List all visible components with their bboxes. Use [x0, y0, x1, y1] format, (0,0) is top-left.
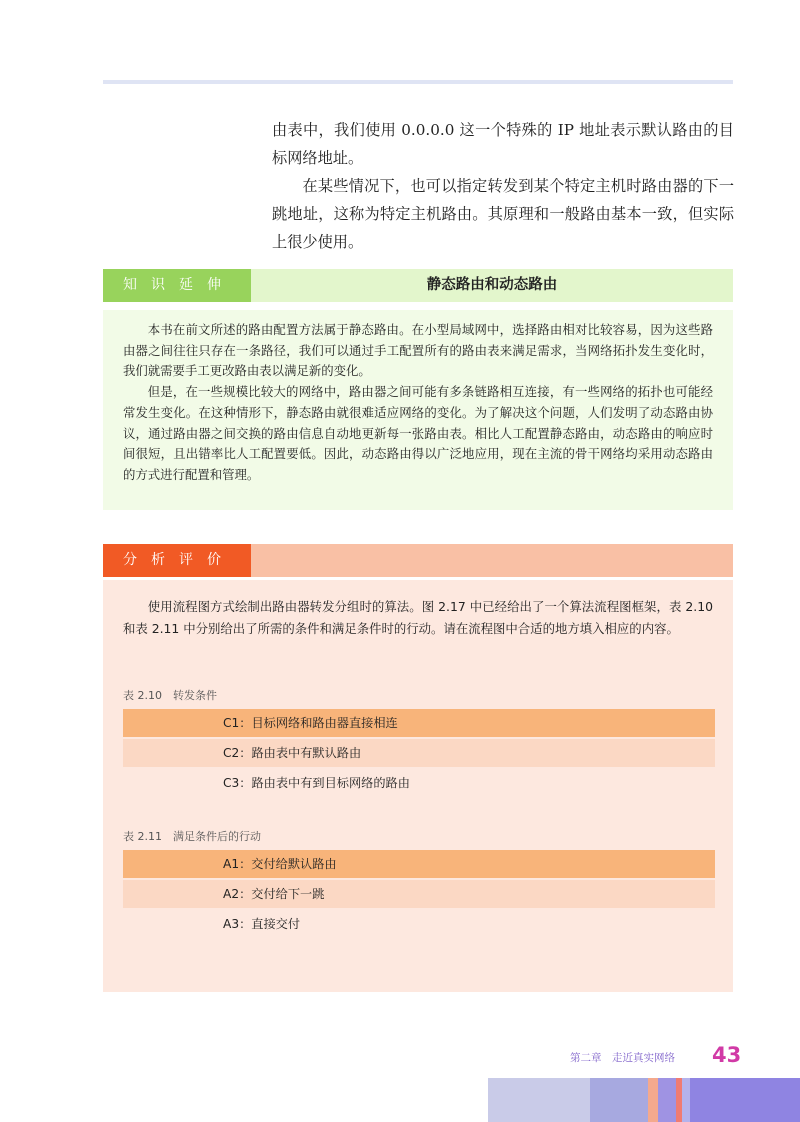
page-number: 43 — [712, 1043, 742, 1067]
footer-chapter: 第二章 走近真实网络 — [570, 1052, 675, 1064]
table-2-11-caption: 表 2.11 满足条件后的行动 — [123, 830, 261, 843]
analysis-tag: 分析评价 — [103, 544, 251, 577]
band-segment — [682, 1078, 690, 1122]
table-2-11-row: A3：直接交付 — [223, 917, 301, 931]
table-2-10-row: C1：目标网络和路由器直接相连 — [123, 709, 715, 737]
analysis-body — [103, 580, 733, 992]
band-segment — [658, 1078, 676, 1122]
analysis-intro: 使用流程图方式绘制出路由器转发分组时的算法。图 2.17 中已经给出了一个算法流程图框架，表 2.10 和表 2.11 中分别给出了所需的条件和满足条件时的行动。请在流程图中合适的地方填入相应的内容。 — [123, 599, 713, 636]
body-paragraph-1: 由表中，我们使用 0.0.0.0 这一个特殊的 IP 地址表示默认路由的目标网络地址。 — [272, 121, 734, 167]
extension-tag: 知识延伸 — [103, 269, 251, 302]
body-text — [272, 116, 734, 256]
table-2-11-row: A2：交付给下一跳 — [123, 880, 715, 908]
band-segment — [690, 1078, 800, 1122]
extension-paragraph-1: 本书在前文所述的路由配置方法属于静态路由。在小型局域网中，选择路由相对比较容易，因为这些路由器之间往往只存在一条路径，我们可以通过手工配置所有的路由表来满足需求，当网络拓扑发生变化时，我们就需要手工更改路由表以满足新的变化。 — [123, 322, 713, 379]
band-segment — [648, 1078, 658, 1122]
extension-body — [103, 310, 733, 510]
top-rule — [103, 80, 733, 84]
band-segment — [488, 1078, 590, 1122]
extension-title: 静态路由和动态路由 — [426, 277, 558, 293]
table-2-10-row: C3：路由表中有到目标网络的路由 — [223, 776, 410, 790]
band-segment — [590, 1078, 648, 1122]
table-2-11-row: A1：交付给默认路由 — [123, 850, 715, 878]
table-2-10-caption: 表 2.10 转发条件 — [123, 689, 217, 702]
extension-header — [103, 269, 733, 302]
extension-paragraph-2: 但是，在一些规模比较大的网络中，路由器之间可能有多条链路相互连接，有一些网络的拓扑也可能经常发生变化。在这种情形下，静态路由就很难适应网络的变化。为了解决这个问题，人们发明了动态路由协议，通过路由器之间交换的路由信息自动地更新每一张路由表。相比人工配置静态路由，动态路由的响应时间很短，且出错率比人工配置要低。因此，动态路由得以广泛地应用，现在主流的骨干网络均采用动态路由的方式进行配置和管理。 — [123, 384, 713, 482]
table-2-10-row: C2：路由表中有默认路由 — [123, 739, 715, 767]
analysis-header — [103, 544, 733, 577]
body-paragraph-2: 在某些情况下，也可以指定转发到某个特定主机时路由器的下一跳地址，这称为特定主机路由。其原理和一般路由基本一致，但实际上很少使用。 — [272, 177, 734, 251]
